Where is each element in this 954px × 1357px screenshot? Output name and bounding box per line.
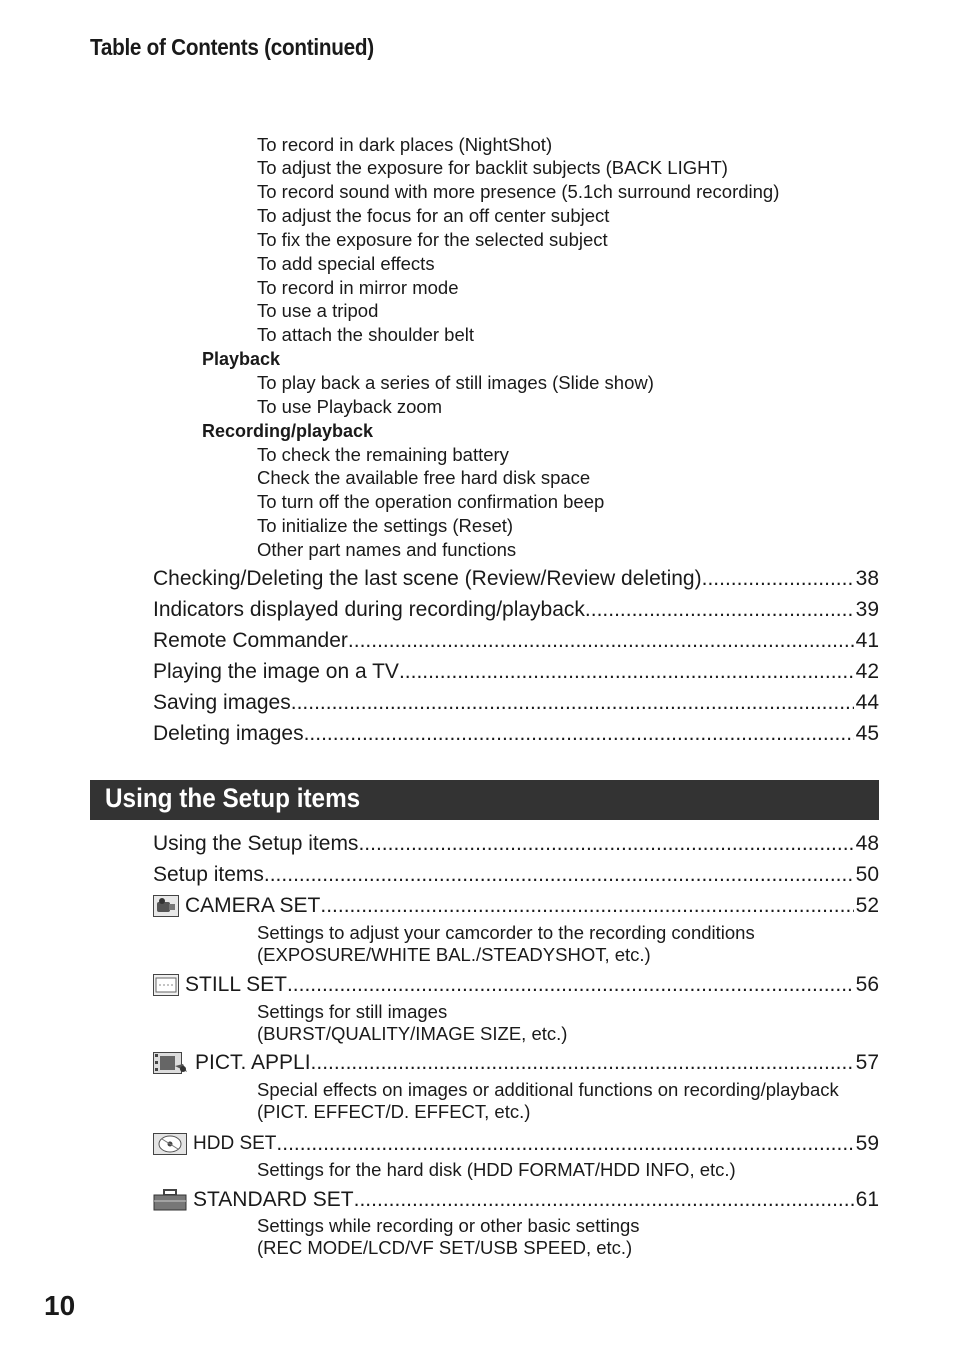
toc-entry-title: Setup items [153, 863, 264, 886]
leader-dots [291, 690, 854, 716]
toc-entry-title: Checking/Deleting the last scene (Review/Review deleting) [153, 567, 702, 590]
toc-subitem[interactable]: To use Playback zoom [257, 396, 443, 417]
menu-description: (EXPOSURE/WHITE BAL./STEADYSHOT, etc.) [257, 944, 651, 965]
toc-entry-page: 59 [855, 1132, 879, 1155]
section-heading-playback: Playback [202, 349, 281, 369]
toc-entry-title: Indicators displayed during recording/playback [153, 598, 585, 621]
menu-description: (REC MODE/LCD/VF SET/USB SPEED, etc.) [257, 1237, 633, 1258]
toc-subitem[interactable]: To record in dark places (NightShot) [257, 134, 553, 155]
toc-subitem[interactable]: To add special effects [257, 253, 435, 274]
leader-dots [304, 721, 854, 747]
toc-entry[interactable] [153, 628, 879, 654]
toc-subitem[interactable]: To fix the exposure for the selected subject [257, 229, 608, 250]
leader-dots [585, 597, 854, 623]
leader-dots [399, 659, 854, 685]
section-title: Using the Setup items [105, 783, 361, 813]
menu-description: Settings for still images [257, 1001, 448, 1022]
toc-entry-hdd-set[interactable] [153, 1131, 879, 1162]
leader-dots [276, 1131, 853, 1162]
toc-entry[interactable] [153, 831, 879, 857]
toc-subitem[interactable]: To attach the shoulder belt [257, 324, 475, 345]
toc-entry-title: Using the Setup items [153, 832, 359, 855]
toc-entry-page: 45 [855, 722, 879, 745]
toc-entry-standard-set[interactable] [153, 1187, 879, 1218]
toc-subitem[interactable]: To initialize the settings (Reset) [257, 515, 514, 536]
toc-entry-page: 42 [855, 660, 879, 683]
hard-disk-icon [153, 1133, 187, 1162]
toc-entry-page: 48 [855, 832, 879, 855]
toc-entry[interactable] [153, 862, 879, 888]
toc-entry[interactable] [153, 597, 879, 623]
section-heading-recording-playback: Recording/playback [202, 421, 374, 441]
toc-subitem[interactable]: To check the remaining battery [257, 444, 509, 465]
toc-entry-camera-set[interactable] [153, 893, 879, 924]
toc-subitem[interactable]: To turn off the operation confirmation beep [257, 491, 605, 512]
toc-entry[interactable] [153, 659, 879, 685]
toc-subitem[interactable]: To adjust the focus for an off center subject [257, 205, 610, 226]
toc-entry-pict-appli[interactable] [153, 1050, 879, 1081]
leader-dots [287, 972, 854, 1003]
toc-entry-page: 61 [855, 1188, 879, 1211]
section-title-bar [90, 780, 879, 820]
toc-entry-title: STANDARD SET [193, 1188, 354, 1211]
toc-entry[interactable] [153, 690, 879, 716]
toc-entry-page: 38 [855, 567, 879, 590]
toc-entry-page: 39 [855, 598, 879, 621]
leader-dots [316, 1050, 853, 1081]
menu-description: Settings for the hard disk (HDD FORMAT/HDD INFO, etc.) [257, 1159, 736, 1180]
menu-description: Special effects on images or additional functions on recording/playback [257, 1079, 839, 1100]
toc-entry-page: 57 [855, 1051, 879, 1074]
page-number: 10 [44, 1290, 76, 1321]
toc-entry-page: 44 [855, 691, 879, 714]
toc-entry-title: Remote Commander [153, 629, 348, 652]
leader-dots [702, 566, 854, 592]
camera-icon [153, 895, 179, 924]
toc-entry[interactable] [153, 721, 879, 747]
menu-description: Settings to adjust your camcorder to the recording conditions [257, 922, 755, 943]
toc-subitem[interactable]: Check the available free hard disk space [257, 467, 591, 488]
menu-description: (BURST/QUALITY/IMAGE SIZE, etc.) [257, 1023, 568, 1044]
menu-description: Settings while recording or other basic settings [257, 1215, 640, 1236]
toc-entry-title: HDD SET [193, 1133, 277, 1154]
toc-entry-page: 50 [855, 863, 879, 886]
leader-dots [264, 862, 854, 888]
leader-dots [320, 893, 853, 924]
toc-subitem[interactable]: To record in mirror mode [257, 277, 459, 298]
film-effect-icon [153, 1052, 189, 1081]
toc-entry-title: CAMERA SET [185, 894, 321, 917]
menu-description: (PICT. EFFECT/D. EFFECT, etc.) [257, 1101, 531, 1122]
toc-entry-title: Playing the image on a TV [153, 660, 399, 683]
toc-entry-title: STILL SET [185, 973, 287, 996]
toc-entry-page: 52 [855, 894, 879, 917]
toc-subitem[interactable]: To use a tripod [257, 300, 379, 321]
toc-subitem[interactable]: To record sound with more presence (5.1ch surround recording) [257, 181, 780, 202]
toc-entry-page: 41 [855, 629, 879, 652]
leader-dots [358, 831, 853, 857]
toolbox-icon [153, 1189, 187, 1218]
toc-subitem[interactable]: Other part names and functions [257, 539, 517, 560]
toc-entry-title: Saving images [153, 691, 291, 714]
leader-dots [354, 1187, 854, 1218]
toc-entry[interactable] [153, 566, 879, 592]
leader-dots [348, 628, 854, 654]
toc-subitem[interactable]: To play back a series of still images (Slide show) [257, 372, 654, 393]
toc-entry-title: PICT. APPLI. [195, 1051, 317, 1074]
still-image-icon [153, 974, 179, 1003]
toc-entry-still-set[interactable] [153, 972, 879, 1003]
page-header-title: Table of Contents (continued) [90, 34, 374, 60]
toc-entry-page: 56 [855, 973, 879, 996]
toc-entry-title: Deleting images [153, 722, 304, 745]
toc-subitem[interactable]: To adjust the exposure for backlit subjects (BACK LIGHT) [257, 157, 728, 178]
